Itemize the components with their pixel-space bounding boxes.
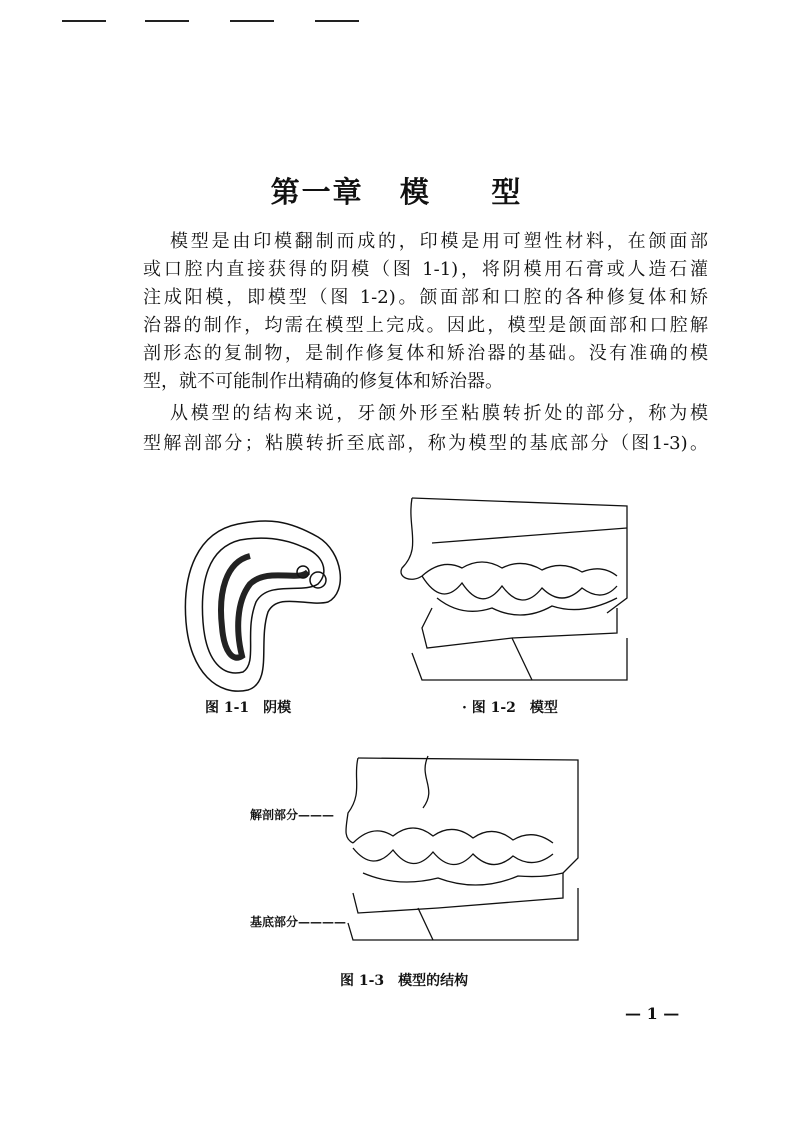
header-rule: [230, 20, 274, 22]
header-rule: [145, 20, 189, 22]
figure-dental-model: [392, 488, 642, 683]
body-line: 剖形态的复制物，是制作修复体和矫治器的基础。没有准确的模: [143, 343, 708, 364]
body-line: 型解剖部分；粘膜转折至底部，称为模型的基底部分（图1-3)。: [143, 433, 708, 454]
body-line: 治器的制作，均需在模型上完成。因此，模型是颌面部和口腔解: [143, 315, 708, 336]
header-rule: [62, 20, 106, 22]
chapter-name-char: 模: [399, 175, 431, 209]
body-line: 型，就不可能制作出精确的修复体和矫治器。: [143, 371, 503, 392]
label-anatomical-part: 解剖部分———: [250, 808, 335, 822]
body-line: 注成阳模，即模型（图 1-2)。颌面部和口腔的各种修复体和矫: [143, 287, 708, 308]
body-line: 模型是由印模翻制而成的，印模是用可塑性材料，在颌面部: [170, 231, 708, 252]
figure-negative-mold: [178, 512, 348, 702]
header-rule: [315, 20, 359, 22]
chapter-title: [0, 170, 793, 211]
body-line: 或口腔内直接获得的阴模（图 1-1)，将阴模用石膏或人造石灌: [143, 259, 708, 280]
chapter-name-char: 型: [491, 175, 523, 209]
figure-caption: · 图 1-2 模型: [462, 700, 558, 716]
figure-caption: 图 1-3 模型的结构: [340, 973, 469, 989]
body-line: 从模型的结构来说，牙颌外形至粘膜转折处的部分，称为模: [170, 403, 708, 424]
page-number: — 1 —: [625, 1004, 680, 1023]
figure-caption: 图 1-1 阴模: [205, 700, 292, 716]
label-base-part: 基底部分————: [250, 915, 347, 929]
chapter-number: 第一章: [270, 175, 364, 209]
figure-model-structure: [338, 748, 583, 943]
